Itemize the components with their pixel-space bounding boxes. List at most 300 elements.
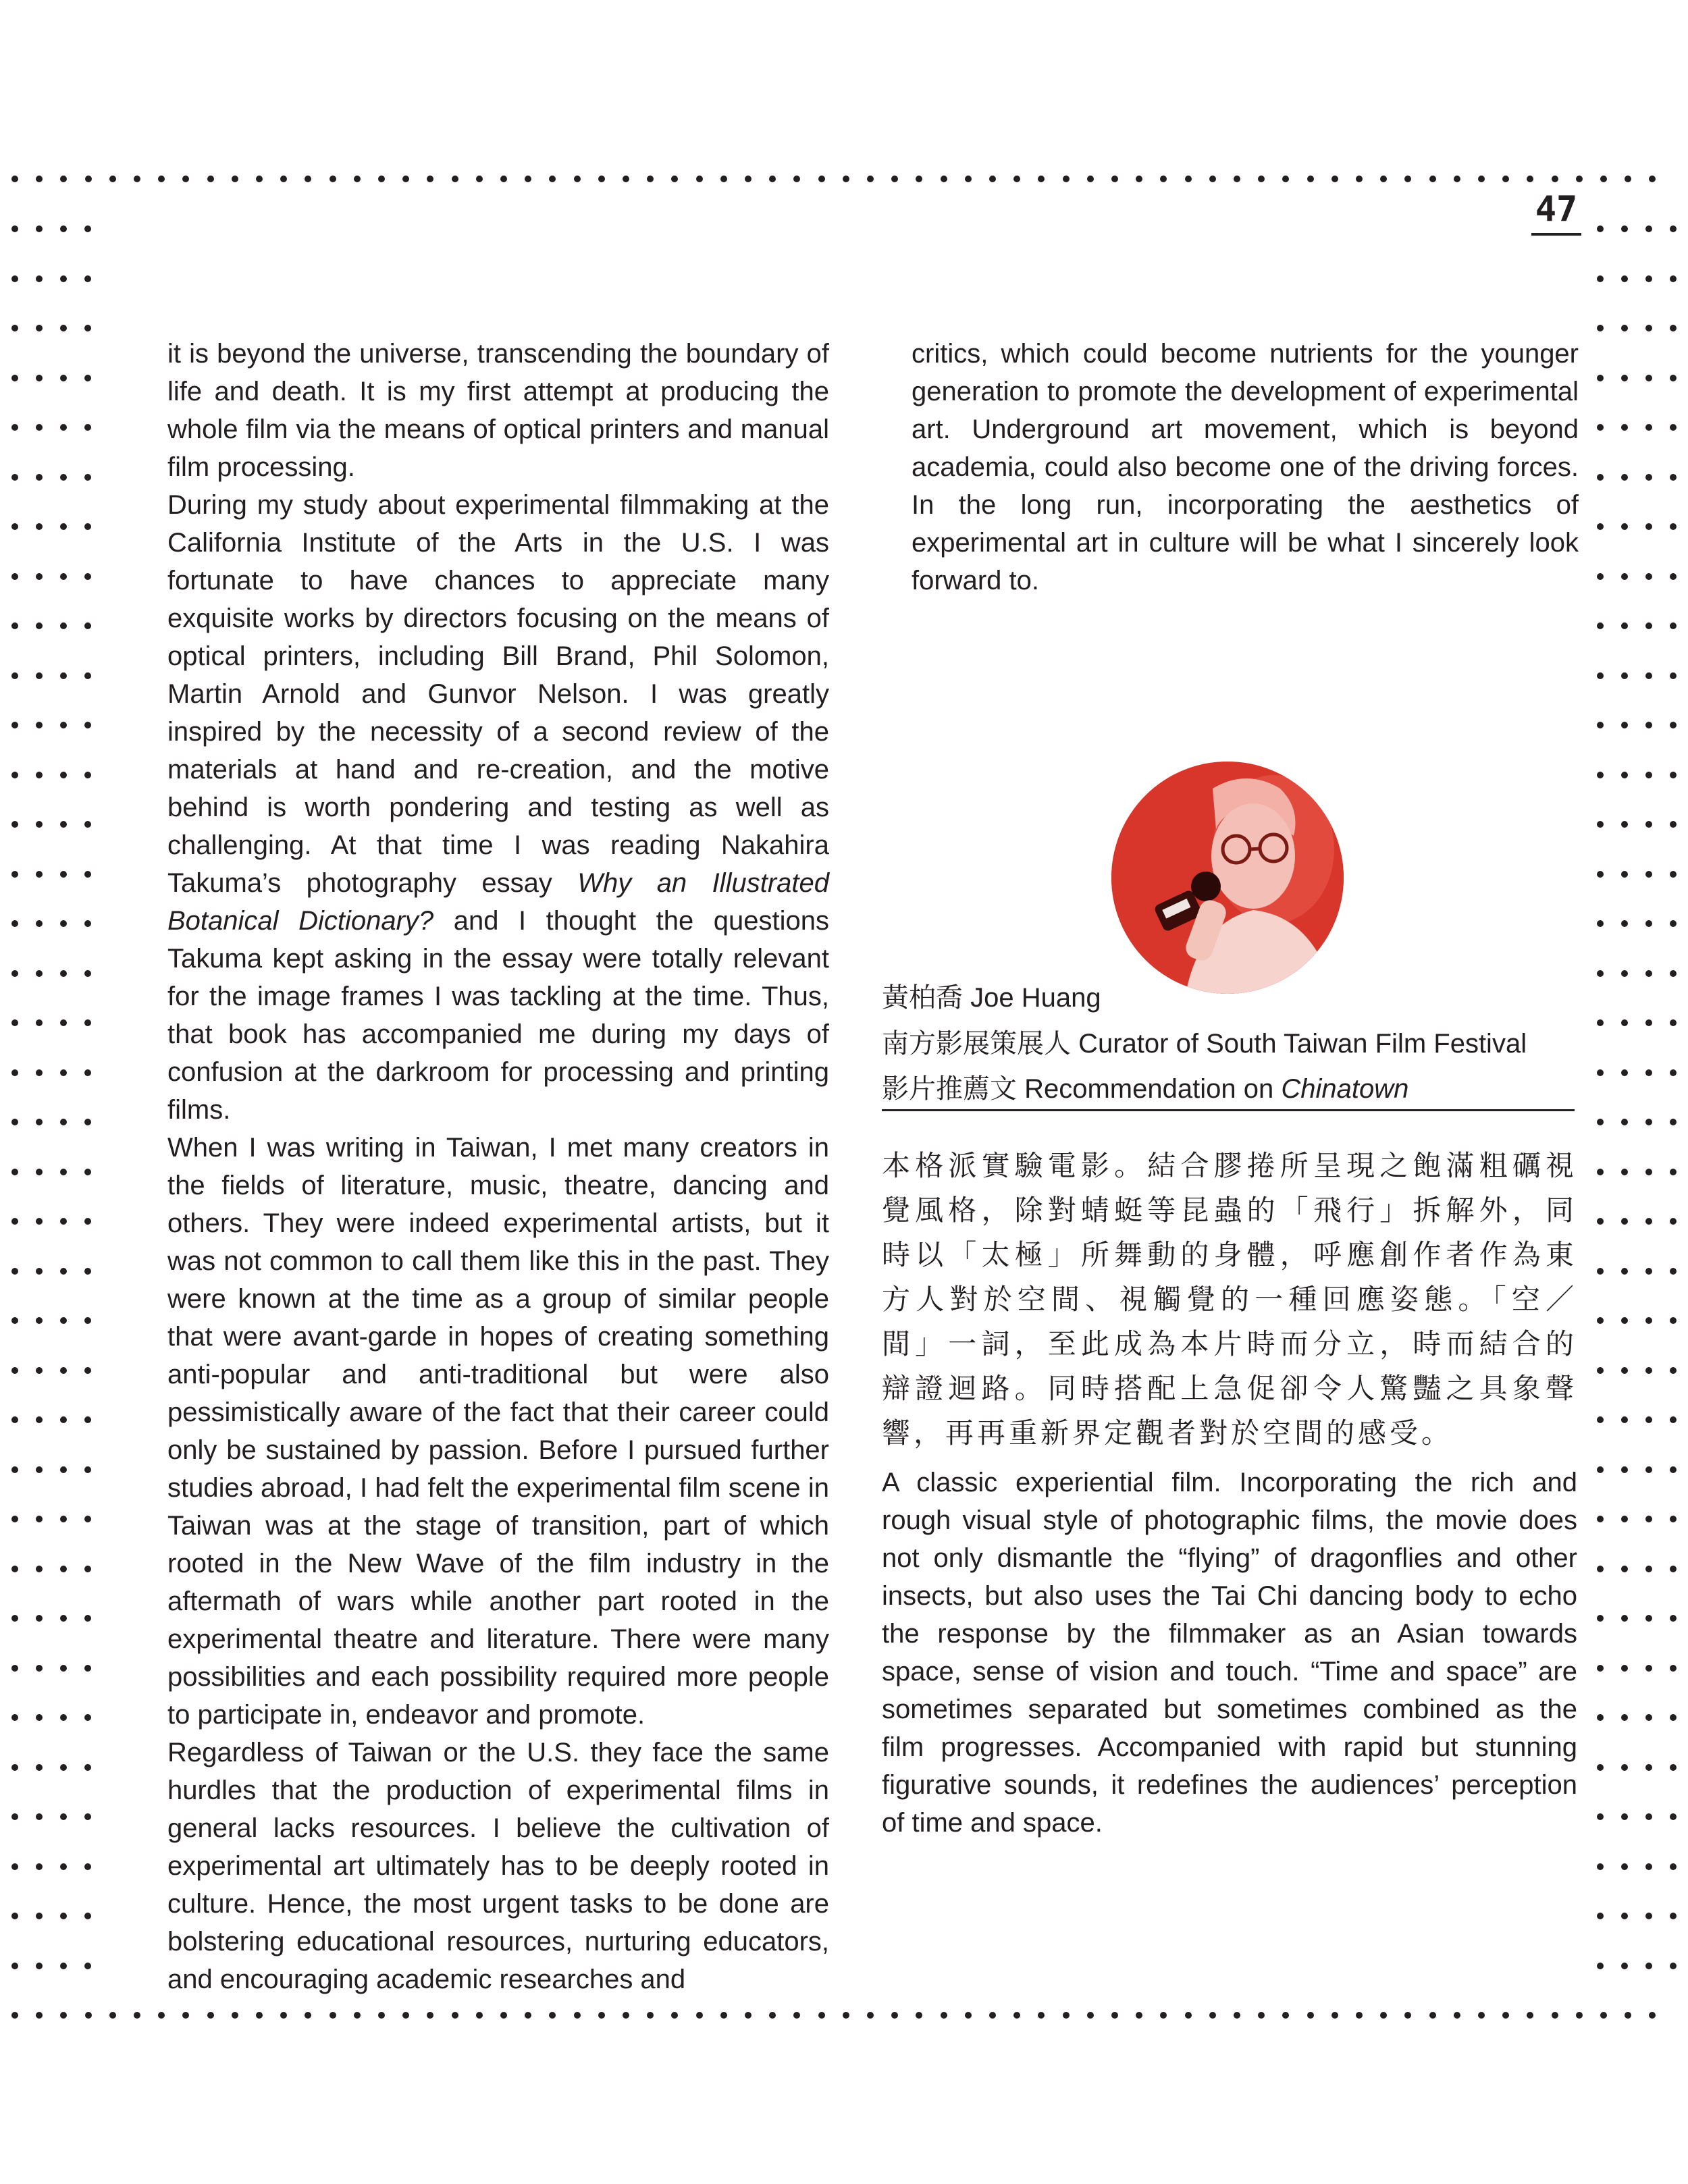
border-dot	[11, 1466, 18, 1473]
border-dot	[1621, 1566, 1628, 1572]
border-dot	[843, 176, 849, 182]
border-dot	[354, 2012, 361, 2019]
border-dot	[696, 2012, 703, 2019]
border-dot	[1576, 176, 1583, 182]
border-dot	[1621, 523, 1628, 530]
border-dot	[476, 2012, 483, 2019]
border-dot	[60, 1863, 67, 1870]
border-dot	[818, 2012, 825, 2019]
border-dot	[1597, 275, 1604, 282]
border-dot	[84, 672, 91, 679]
border-dot	[818, 176, 825, 182]
border-dot	[1597, 1069, 1604, 1076]
border-dot	[1621, 1218, 1628, 1225]
border-dot	[11, 722, 18, 728]
border-dot	[1670, 1169, 1677, 1175]
border-dot	[1621, 1169, 1628, 1175]
border-dot	[989, 2012, 996, 2019]
border-dot	[1404, 176, 1411, 182]
border-dot	[1645, 722, 1652, 728]
border-dot	[36, 176, 43, 182]
border-dot	[1645, 225, 1652, 232]
border-dot	[60, 920, 67, 927]
right-column-continuation	[912, 335, 1579, 600]
border-dot	[1621, 225, 1628, 232]
border-dot	[11, 1516, 18, 1522]
border-dot	[1645, 1665, 1652, 1672]
border-dot	[598, 2012, 605, 2019]
border-dot	[36, 622, 43, 629]
border-dot	[329, 2012, 336, 2019]
border-dot	[1597, 672, 1604, 679]
border-dot	[1600, 2012, 1607, 2019]
border-dot	[1645, 1714, 1652, 1721]
border-dot	[1621, 1665, 1628, 1672]
border-dot	[36, 424, 43, 431]
border-dot	[11, 1317, 18, 1324]
border-dot	[1645, 1069, 1652, 1076]
border-dot	[11, 1367, 18, 1374]
border-dot	[1670, 1516, 1677, 1522]
border-dot	[305, 176, 311, 182]
border-dot	[84, 1813, 91, 1820]
border-dot	[1670, 1863, 1677, 1870]
border-dot	[793, 176, 800, 182]
border-dot	[1621, 474, 1628, 481]
border-dot	[36, 920, 43, 927]
border-dot	[1527, 176, 1533, 182]
border-dot	[1670, 1963, 1677, 1969]
border-dot	[378, 2012, 385, 2019]
border-dot	[1356, 176, 1363, 182]
border-dot	[1670, 871, 1677, 878]
border-dot	[60, 1466, 67, 1473]
border-dot	[60, 1317, 67, 1324]
border-dot	[1645, 1466, 1652, 1473]
border-dot	[11, 1863, 18, 1870]
border-dot	[745, 2012, 751, 2019]
border-dot	[1258, 2012, 1265, 2019]
page-number: 47	[1535, 189, 1578, 230]
border-dot	[36, 1019, 43, 1026]
border-dot	[11, 1169, 18, 1175]
border-dot	[1597, 1169, 1604, 1175]
border-dot	[11, 1714, 18, 1721]
border-dot	[1670, 474, 1677, 481]
border-dot	[671, 2012, 678, 2019]
border-dot	[965, 2012, 972, 2019]
border-dot	[60, 1218, 67, 1225]
border-dot	[1645, 1963, 1652, 1969]
border-dot	[1621, 1317, 1628, 1324]
border-dot	[11, 176, 18, 182]
left-paragraph-3: When I was writing in Taiwan, I met many creators in the fields of literature, music, theatre, dancing and others. They were indeed experimental artists, but it was not common to call them like this in the past. They were known at the time as a group of similar people that were avant-garde in hopes of creating something anti-popular and anti-traditional but were also pessimistically aware of the fact that their career could only be sustained by passion. Before I pursued further studies abroad, I had felt the experimental film scene in Taiwan was at the stage of transition, part of which rooted in the New Wave of the film industry in the aftermath of wars while another part rooted in the experimental theatre and literature. There were many possibilities and each possibility required more people to participate in, endeavor and promote.	[167, 1133, 829, 1730]
border-dot	[647, 2012, 654, 2019]
border-dot	[1600, 176, 1607, 182]
border-dot	[134, 2012, 140, 2019]
border-dot	[1597, 1714, 1604, 1721]
border-dot	[11, 970, 18, 977]
border-dot	[36, 375, 43, 381]
border-dot	[60, 1119, 67, 1125]
border-dot	[891, 2012, 898, 2019]
border-dot	[1621, 1516, 1628, 1522]
border-dot	[1645, 1119, 1652, 1125]
border-dot	[60, 1963, 67, 1969]
border-dot	[1670, 1466, 1677, 1473]
border-dot	[500, 2012, 507, 2019]
border-dot	[1621, 920, 1628, 927]
border-dot	[1621, 325, 1628, 331]
border-dot	[36, 1367, 43, 1374]
border-dot	[36, 871, 43, 878]
border-dot	[60, 375, 67, 381]
border-dot	[11, 225, 18, 232]
border-dot	[1645, 1367, 1652, 1374]
border-dot	[36, 1119, 43, 1125]
border-dot	[1087, 176, 1094, 182]
border-dot	[1597, 1813, 1604, 1820]
border-dot	[1670, 275, 1677, 282]
border-dot	[84, 474, 91, 481]
border-dot	[84, 1218, 91, 1225]
border-dot	[1111, 176, 1118, 182]
border-dot	[1645, 1019, 1652, 1026]
border-dot	[84, 622, 91, 629]
border-dot	[256, 2012, 263, 2019]
border-dot	[1621, 722, 1628, 728]
border-dot	[1527, 2012, 1533, 2019]
border-dot	[769, 2012, 776, 2019]
border-dot	[1063, 176, 1070, 182]
border-dot	[1185, 2012, 1192, 2019]
border-dot	[525, 176, 531, 182]
border-dot	[402, 176, 409, 182]
border-dot	[11, 622, 18, 629]
border-dot	[1209, 176, 1216, 182]
border-dot	[60, 1813, 67, 1820]
border-dot	[11, 1069, 18, 1076]
border-dot	[1331, 176, 1338, 182]
border-dot	[60, 176, 67, 182]
border-dot	[36, 1416, 43, 1423]
border-dot	[1645, 375, 1652, 381]
border-dot	[1429, 176, 1436, 182]
border-dot	[11, 325, 18, 331]
border-dot	[84, 1863, 91, 1870]
border-dot	[378, 176, 385, 182]
border-dot	[36, 1516, 43, 1522]
border-dot	[1670, 523, 1677, 530]
border-dot	[60, 1714, 67, 1721]
border-dot	[1282, 2012, 1289, 2019]
border-dot	[1454, 2012, 1460, 2019]
border-dot	[891, 176, 898, 182]
border-dot	[1645, 1416, 1652, 1423]
border-dot	[574, 2012, 581, 2019]
border-dot	[11, 821, 18, 828]
border-dot	[1111, 2012, 1118, 2019]
border-dot	[1502, 176, 1509, 182]
border-dot	[84, 1665, 91, 1672]
border-dot	[11, 275, 18, 282]
border-dot	[158, 2012, 165, 2019]
border-dot	[1645, 1566, 1652, 1572]
border-dot	[60, 772, 67, 778]
border-dot	[1597, 225, 1604, 232]
border-dot	[720, 176, 727, 182]
border-dot	[60, 1615, 67, 1622]
border-dot	[84, 821, 91, 828]
border-dot	[1454, 176, 1460, 182]
border-dot	[84, 573, 91, 580]
left-paragraph-4: Regardless of Taiwan or the U.S. they face the same hurdles that the production of experimental films in general lacks resources. I believe the cultivation of experimental art ultimately has to be deeply rooted in culture. Hence, the most urgent tasks to be done are bolstering educational resources, nurturing educators, and encouraging academic researches and	[167, 1738, 829, 1994]
border-dot	[84, 1069, 91, 1076]
english-review: A classic experiential film. Incorporating the rich and rough visual style of photographic films, the movie does not only dismantle the “flying” of dragonflies and other insects, but also uses the Tai Chi dancing body to echo the response by the filmmaker as an Asian towards space, sense of vision and touch. “Time and space” are sometimes separated but sometimes combined as the film progresses. Accompanied with rapid but stunning figurative sounds, it redefines the audiences’ perception of time and space.	[882, 1468, 1577, 1838]
border-dot	[1063, 2012, 1070, 2019]
border-dot	[232, 2012, 238, 2019]
border-dot	[354, 176, 361, 182]
border-dot	[1625, 2012, 1631, 2019]
border-dot	[60, 1566, 67, 1572]
border-dot	[1670, 772, 1677, 778]
border-dot	[11, 2012, 18, 2019]
border-dot	[60, 970, 67, 977]
border-dot	[1670, 970, 1677, 977]
border-dot	[60, 871, 67, 878]
border-dot	[1670, 1416, 1677, 1423]
border-dot	[1645, 1813, 1652, 1820]
border-dot	[60, 1069, 67, 1076]
border-dot	[1645, 970, 1652, 977]
border-dot	[11, 474, 18, 481]
border-dot	[1597, 821, 1604, 828]
border-dot	[11, 573, 18, 580]
border-dot	[1670, 375, 1677, 381]
border-dot	[36, 573, 43, 580]
border-dot	[1597, 1416, 1604, 1423]
film-title: Chinatown	[1281, 1074, 1409, 1104]
border-dot	[60, 275, 67, 282]
border-dot	[1597, 871, 1604, 878]
border-dot	[745, 176, 751, 182]
border-dot	[11, 1913, 18, 1919]
border-dot	[60, 672, 67, 679]
border-dot	[1621, 1863, 1628, 1870]
border-dot	[1670, 1069, 1677, 1076]
border-dot	[1670, 1317, 1677, 1324]
border-dot	[36, 1218, 43, 1225]
border-dot	[549, 2012, 556, 2019]
border-dot	[916, 2012, 922, 2019]
border-dot	[1621, 1466, 1628, 1473]
border-dot	[1670, 325, 1677, 331]
border-dot	[36, 225, 43, 232]
border-dot	[85, 2012, 92, 2019]
border-dot	[1597, 1913, 1604, 1919]
border-dot	[1645, 1764, 1652, 1771]
chinese-review: 本格派實驗電影。結合膠捲所呈現之飽滿粗礪視覺風格，除對蜻蜓等昆蟲的「飛行」拆解外，同時以「太極」所舞動的身體，呼應創作者作為東方人對於空間、視觸覺的一種回應姿態。「空／間」一詞，至此成為本片時而分立，時而結合的辯證迴路。同時搭配上急促卻令人驚豔之具象聲響，再再重新界定觀者對於空間的感受。	[882, 1149, 1577, 1449]
curator-role: 南方影展策展人 Curator of South Taiwan Film Festival	[882, 1029, 1527, 1059]
border-dot	[1621, 1615, 1628, 1622]
border-dot	[1209, 2012, 1216, 2019]
portrait-illustration	[1111, 762, 1344, 994]
border-dot	[84, 325, 91, 331]
border-dot	[1645, 474, 1652, 481]
border-dot	[60, 225, 67, 232]
border-dot	[1597, 1963, 1604, 1969]
border-dot	[1621, 1913, 1628, 1919]
border-dot	[1502, 2012, 1509, 2019]
border-dot	[84, 1566, 91, 1572]
left-column	[167, 335, 829, 1998]
border-dot	[1478, 2012, 1485, 2019]
border-dot	[36, 1615, 43, 1622]
border-dot	[843, 2012, 849, 2019]
border-dot	[329, 176, 336, 182]
border-dot	[1597, 1566, 1604, 1572]
border-dot	[36, 1863, 43, 1870]
border-dot	[60, 523, 67, 530]
border-dot	[36, 772, 43, 778]
border-dot	[182, 2012, 189, 2019]
border-dot	[1013, 2012, 1020, 2019]
border-dot	[134, 176, 140, 182]
border-dot	[1356, 2012, 1363, 2019]
border-dot	[1552, 176, 1558, 182]
border-dot	[720, 2012, 727, 2019]
border-dot	[1621, 821, 1628, 828]
border-dot	[305, 2012, 311, 2019]
border-dot	[1645, 1913, 1652, 1919]
border-dot	[1670, 1566, 1677, 1572]
border-dot	[36, 1566, 43, 1572]
border-dot	[1258, 176, 1265, 182]
border-dot	[182, 176, 189, 182]
border-dot	[84, 1913, 91, 1919]
border-dot	[427, 2012, 433, 2019]
border-dot	[1038, 2012, 1045, 2019]
curator-portrait	[1111, 762, 1344, 994]
border-dot	[36, 474, 43, 481]
border-dot	[1670, 225, 1677, 232]
border-dot	[60, 1516, 67, 1522]
border-dot	[1645, 672, 1652, 679]
border-dot	[60, 424, 67, 431]
border-dot	[1670, 1367, 1677, 1374]
border-dot	[1645, 1615, 1652, 1622]
border-dot	[452, 176, 458, 182]
border-dot	[36, 970, 43, 977]
border-dot	[36, 1764, 43, 1771]
border-dot	[1670, 722, 1677, 728]
border-dot	[60, 573, 67, 580]
border-dot	[965, 176, 972, 182]
border-dot	[11, 523, 18, 530]
border-dot	[36, 722, 43, 728]
border-dot	[1670, 1764, 1677, 1771]
border-dot	[36, 672, 43, 679]
border-dot	[1597, 325, 1604, 331]
border-dot	[1597, 722, 1604, 728]
border-dot	[60, 474, 67, 481]
border-dot	[84, 1268, 91, 1275]
border-dot	[1621, 772, 1628, 778]
border-dot	[1649, 176, 1656, 182]
border-dot	[1597, 1119, 1604, 1125]
border-dot	[280, 176, 287, 182]
border-dot	[84, 1963, 91, 1969]
border-dot	[1621, 1764, 1628, 1771]
border-dot	[1645, 523, 1652, 530]
recommendation-line: 影片推薦文 Recommendation on Chinatown	[882, 1074, 1409, 1104]
border-dot	[11, 772, 18, 778]
border-dot	[1621, 573, 1628, 580]
border-dot	[1645, 1169, 1652, 1175]
border-dot	[500, 176, 507, 182]
border-dot	[1013, 176, 1020, 182]
border-dot	[11, 1268, 18, 1275]
border-dot	[1597, 474, 1604, 481]
border-dot	[1621, 622, 1628, 629]
border-dot	[1597, 920, 1604, 927]
border-dot	[1645, 1516, 1652, 1522]
border-dot	[696, 176, 703, 182]
border-dot	[109, 2012, 116, 2019]
border-dot	[1645, 1863, 1652, 1870]
border-dot	[1670, 1019, 1677, 1026]
border-dot	[1621, 1416, 1628, 1423]
border-dot	[1621, 1069, 1628, 1076]
border-dot	[1670, 1913, 1677, 1919]
border-dot	[1621, 1714, 1628, 1721]
border-dot	[402, 2012, 409, 2019]
border-dot	[769, 176, 776, 182]
border-dot	[1645, 1218, 1652, 1225]
border-dot	[1621, 424, 1628, 431]
border-dot	[1597, 375, 1604, 381]
border-dot	[84, 424, 91, 431]
book-title: Why an Illustrated Botanical Dictionary?	[167, 868, 829, 936]
border-dot	[85, 176, 92, 182]
border-dot	[1576, 2012, 1583, 2019]
border-dot	[84, 1169, 91, 1175]
border-dot	[1645, 325, 1652, 331]
border-dot	[36, 1466, 43, 1473]
border-dot	[1087, 2012, 1094, 2019]
border-dot	[84, 225, 91, 232]
border-dot	[623, 2012, 629, 2019]
border-dot	[1404, 2012, 1411, 2019]
border-dot	[1597, 1268, 1604, 1275]
border-dot	[941, 2012, 947, 2019]
border-dot	[84, 1119, 91, 1125]
left-paragraph-2: During my study about experimental filmmaking at the California Institute of the Arts in the U.S. I was fortunate to have chances to appreciate many exquisite works by directors focusing on the means of optical printers, including Bill Brand, Phil Solomon, Martin Arnold and Gunvor Nelson. I was greatly inspired by the necessity of a second review of the materials at hand and re-creation, and the motive behind is worth pondering and testing as well as challenging. At that time I was reading Nakahira Takuma’s photography essay Why an Illustrated Botanical Dictionary? and I thought the questions Takuma kept asking in the essay were totally relevant for the image frames I was tackling at the time. Thus, that book has accompanied me during my days of confusion at the darkroom for processing and printing films.	[167, 490, 829, 1125]
border-dot	[1597, 772, 1604, 778]
border-dot	[60, 2012, 67, 2019]
border-dot	[1645, 772, 1652, 778]
border-dot	[36, 2012, 43, 2019]
border-dot	[867, 176, 874, 182]
border-dot	[60, 722, 67, 728]
border-dot	[1670, 622, 1677, 629]
border-dot	[1234, 2012, 1240, 2019]
border-dot	[84, 1714, 91, 1721]
border-dot	[256, 176, 263, 182]
border-dot	[36, 1317, 43, 1324]
border-dot	[11, 1119, 18, 1125]
border-dot	[60, 1764, 67, 1771]
